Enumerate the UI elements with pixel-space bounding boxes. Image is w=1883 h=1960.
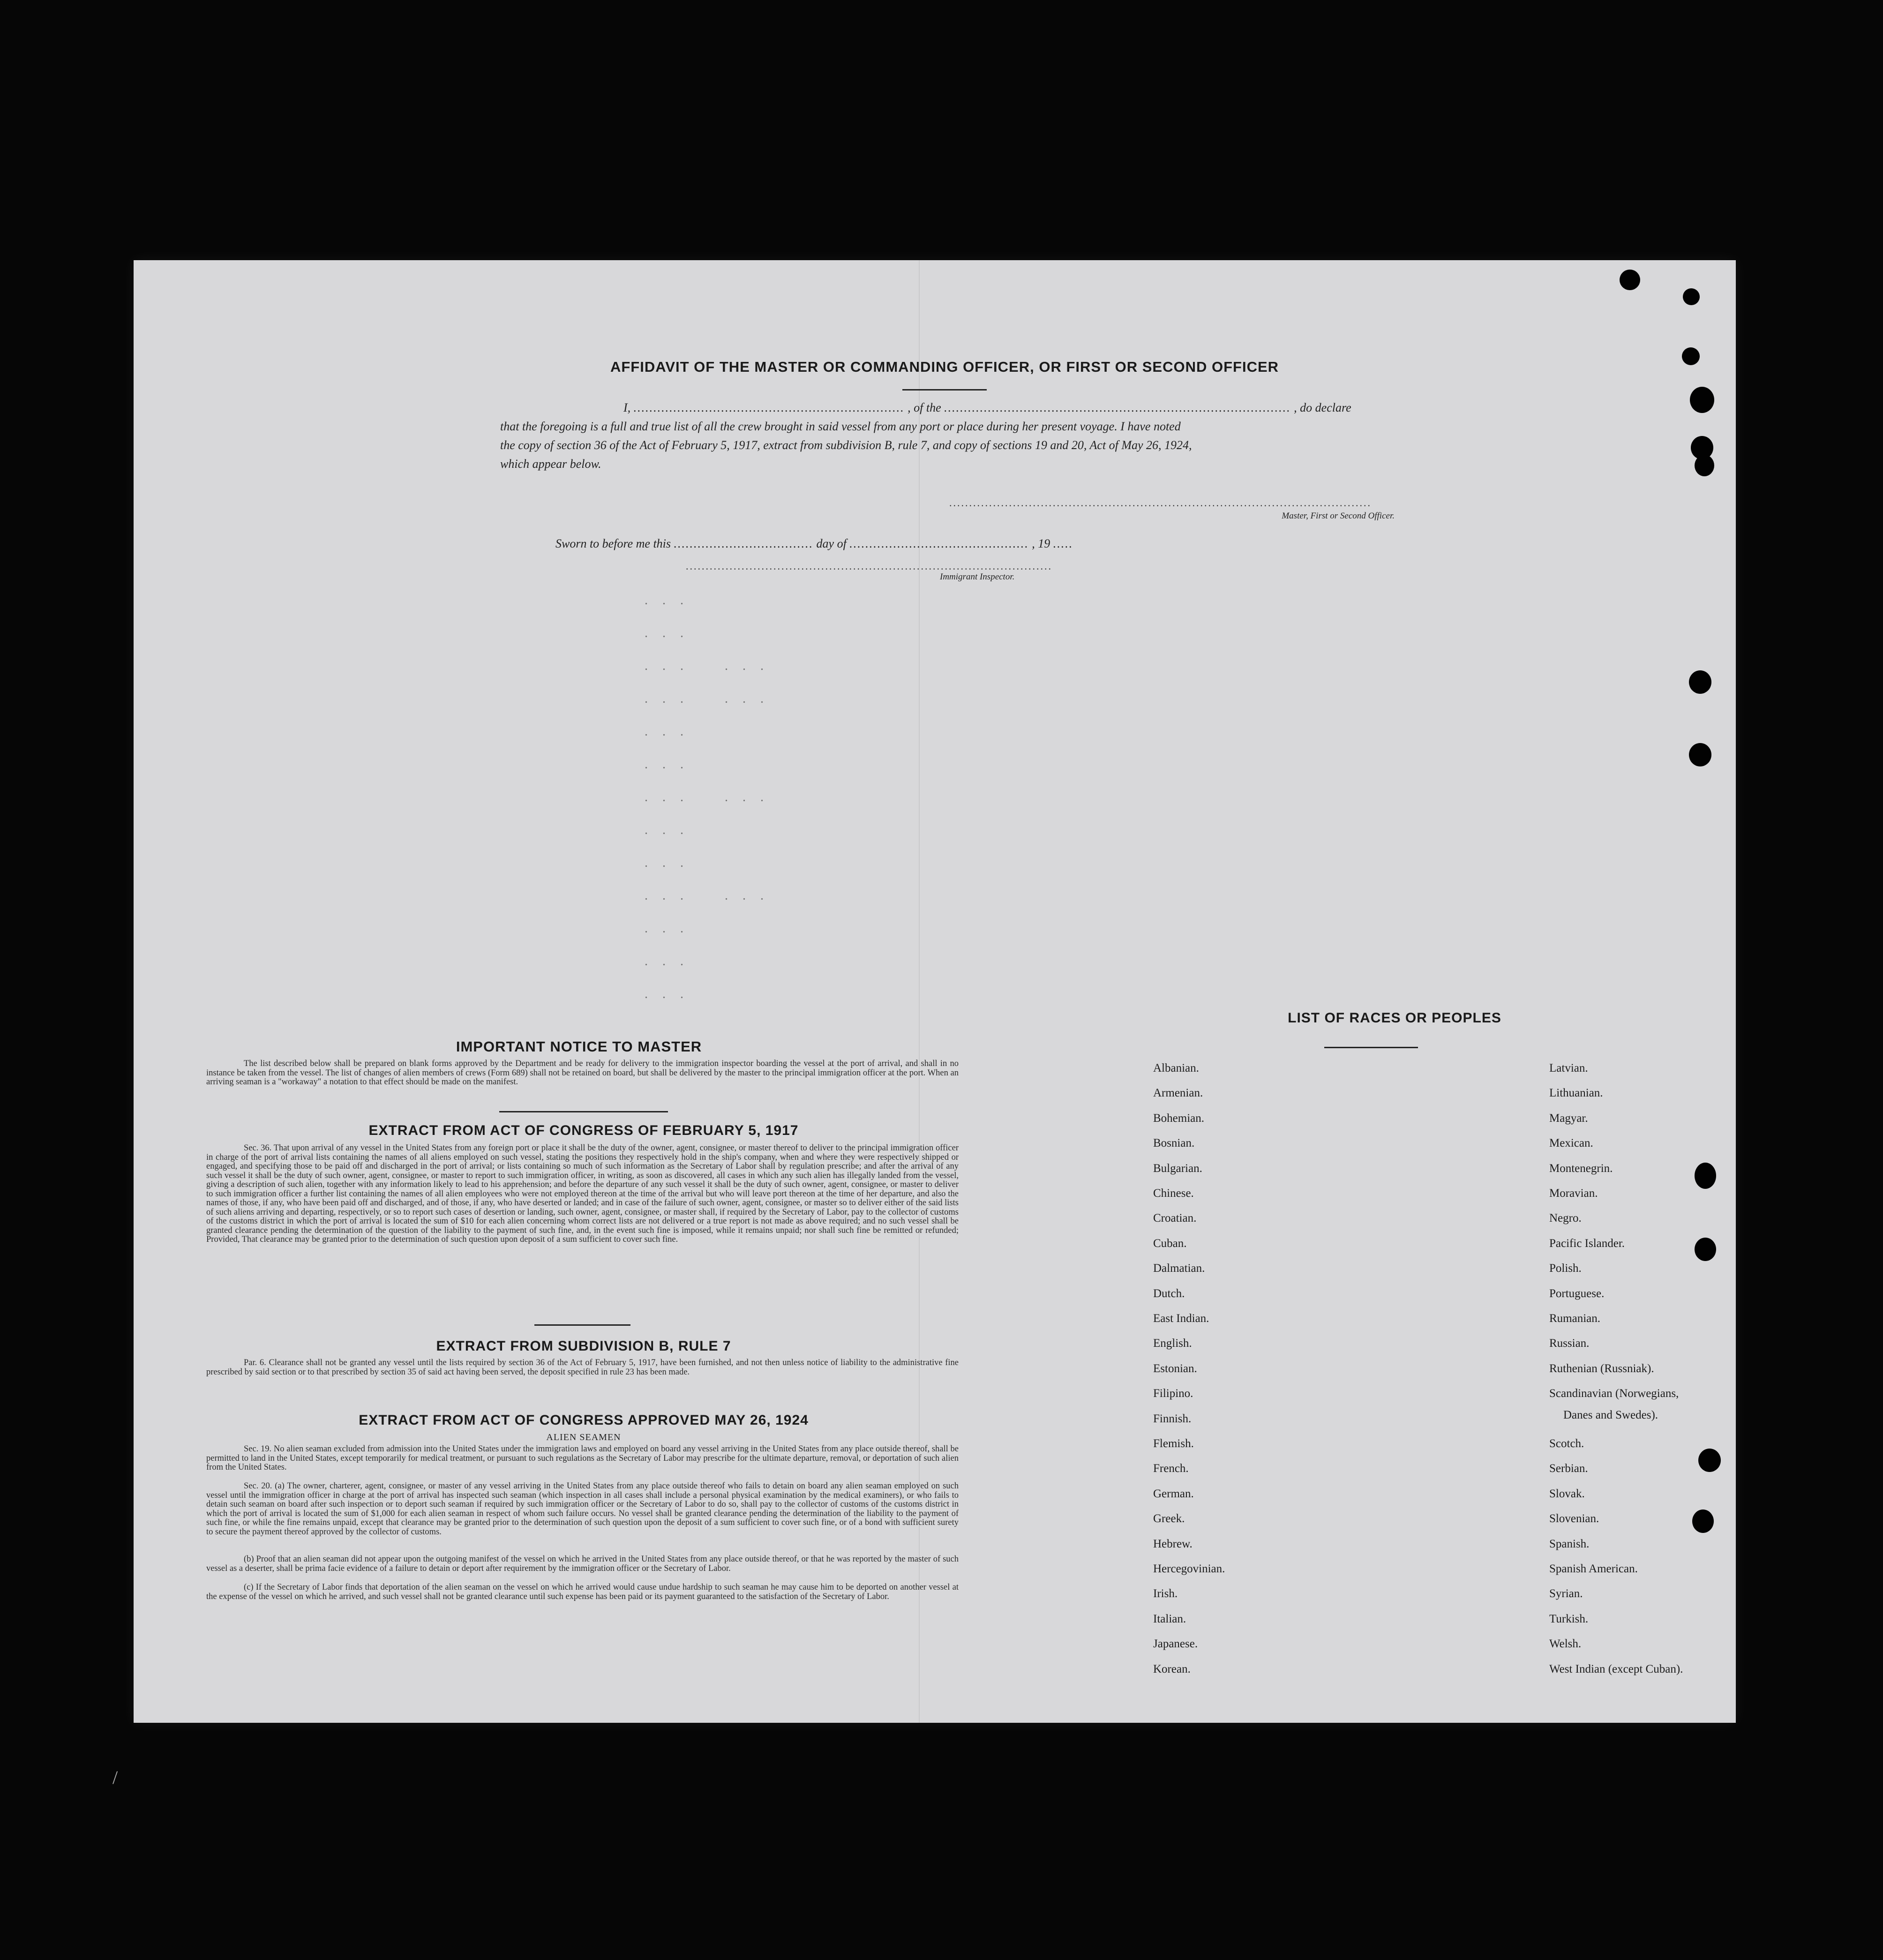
signature-line[interactable]: .......................................................................................................... bbox=[949, 497, 1372, 509]
race-item: Korean. bbox=[1153, 1662, 1191, 1675]
race-item: German. bbox=[1153, 1487, 1194, 1500]
races-title-rule bbox=[1324, 1047, 1418, 1048]
race-item: Filipino. bbox=[1153, 1387, 1193, 1400]
race-item: Lithuanian. bbox=[1549, 1087, 1603, 1100]
notice-title: IMPORTANT NOTICE TO MASTER bbox=[456, 1038, 702, 1055]
race-item: Cuban. bbox=[1153, 1237, 1187, 1250]
race-item: Bohemian. bbox=[1153, 1111, 1205, 1125]
punch-hole bbox=[1695, 1163, 1716, 1189]
punch-hole bbox=[1695, 1238, 1716, 1261]
race-item: Dalmatian. bbox=[1153, 1262, 1205, 1275]
blank-month[interactable]: ............................................. bbox=[849, 537, 1029, 550]
sworn-year-label: , 19 bbox=[1032, 537, 1050, 550]
race-item: Moravian. bbox=[1549, 1187, 1598, 1200]
punch-hole bbox=[1682, 347, 1700, 365]
race-item: Hebrew. bbox=[1153, 1537, 1193, 1550]
bleed-dots: . . . bbox=[645, 593, 689, 608]
punch-hole bbox=[1689, 670, 1711, 694]
affidavit-line-1 bbox=[555, 401, 1526, 415]
race-item: Slovenian. bbox=[1549, 1512, 1599, 1525]
bleed-dots: . . . bbox=[645, 856, 689, 870]
race-item: Greek. bbox=[1153, 1512, 1185, 1525]
extract-1917-rule bbox=[534, 1324, 630, 1326]
race-item: Finnish. bbox=[1153, 1412, 1192, 1425]
race-item: Japanese. bbox=[1153, 1637, 1198, 1651]
race-item: Russian. bbox=[1549, 1337, 1590, 1350]
race-item: Montenegrin. bbox=[1549, 1162, 1613, 1175]
notice-text: The list described below shall be prepared on blank forms approved by the Department and be ready for delivery to the immigration inspector boarding the vessel at the port of arrival, and shall in no instance be taken from the vessel. The list of changes of alien members of crews (Form 689) shall not be retained on board, but shall be delivered by the master to the principal immigration officer at the port. When an arriving seaman is a "workaway" a notation to that effect should be made on the manifest. bbox=[206, 1059, 959, 1087]
inspector-label: Immigrant Inspector. bbox=[940, 572, 1015, 582]
extract-rule7-title: EXTRACT FROM SUBDIVISION B, RULE 7 bbox=[436, 1338, 731, 1354]
race-item: Turkish. bbox=[1549, 1612, 1589, 1625]
blank-year[interactable]: ..... bbox=[1053, 537, 1073, 550]
affidavit-title-rule bbox=[902, 389, 987, 390]
bleed-dots: . . . bbox=[645, 724, 689, 739]
punch-hole bbox=[1683, 288, 1700, 305]
race-item: Chinese. bbox=[1153, 1187, 1194, 1200]
race-item: Rumanian. bbox=[1549, 1312, 1601, 1325]
race-item: Bulgarian. bbox=[1153, 1162, 1202, 1175]
race-item: West Indian (except Cuban). bbox=[1549, 1662, 1683, 1675]
bleed-dots: . . . . . . bbox=[645, 888, 769, 903]
race-item: Scandinavian (Norwegians, bbox=[1549, 1387, 1679, 1400]
race-item: English. bbox=[1153, 1337, 1192, 1350]
race-item: Pacific Islander. bbox=[1549, 1237, 1625, 1250]
sworn-label: Sworn to before me this bbox=[555, 537, 671, 550]
race-item: East Indian. bbox=[1153, 1312, 1209, 1325]
blank-name[interactable]: .................................................................... bbox=[633, 401, 905, 414]
race-item: Latvian. bbox=[1549, 1062, 1588, 1074]
extract-1917-title: EXTRACT FROM ACT OF CONGRESS OF FEBRUARY 5, 1917 bbox=[368, 1123, 799, 1138]
extract-1924-sec19: Sec. 19. No alien seaman excluded from admission into the United States under the immigration laws and employed on board any vessel arriving in the United States from any place outside thereof, shall be permitted to land in the United States, except temporarily for medical treatment, or pursuant to such regulations as the Secretary of Labor may prescribe for the ultimate departure, removal, or deportation of such alien from the United States. bbox=[206, 1444, 959, 1472]
punch-hole bbox=[1695, 455, 1714, 476]
punch-hole bbox=[1692, 1509, 1714, 1533]
punch-hole bbox=[1698, 1449, 1721, 1472]
blank-day[interactable]: ................................... bbox=[674, 537, 814, 550]
bleed-dots: . . . bbox=[645, 626, 689, 640]
punch-hole bbox=[1689, 743, 1711, 766]
race-item: Hercegovinian. bbox=[1153, 1562, 1225, 1575]
bleed-dots: . . . bbox=[645, 987, 689, 1001]
bleed-dots: . . . bbox=[645, 921, 689, 936]
race-item: Ruthenian (Russniak). bbox=[1549, 1362, 1654, 1375]
affidavit-line1-end: , do declare bbox=[1294, 401, 1351, 414]
signature-label: Master, First or Second Officer. bbox=[1282, 511, 1395, 521]
extract-1924-title: EXTRACT FROM ACT OF CONGRESS APPROVED MAY 26, 1924 bbox=[359, 1412, 809, 1428]
affidavit-line1-start: I, bbox=[623, 401, 631, 414]
bleed-dots: . . . . . . bbox=[645, 790, 769, 804]
inspector-line[interactable]: ............................................................................................ bbox=[686, 560, 1052, 572]
race-item: Irish. bbox=[1153, 1587, 1178, 1600]
extract-1924-sec20c: (c) If the Secretary of Labor finds that deportation of the alien seaman on the vessel on which he arrived would cause undue hardship to such seaman he may cause him to be deported on another vessel at the expense of the vessel on which he arrived, and such vessel shall not be granted clearance until such expense has been paid or its payment guaranteed to the satisfaction of the Secretary of Labor. bbox=[206, 1583, 959, 1601]
blank-vessel[interactable]: ....................................................................................... bbox=[944, 401, 1291, 414]
race-item: Mexican. bbox=[1549, 1137, 1593, 1150]
affidavit-title: AFFIDAVIT OF THE MASTER OR COMMANDING OFFICER, OR FIRST OR SECOND OFFICER bbox=[610, 359, 1279, 375]
race-item: Estonian. bbox=[1153, 1362, 1197, 1375]
bleed-dots: . . . bbox=[645, 954, 689, 969]
extract-rule7-text: Par. 6. Clearance shall not be granted any vessel until the lists required by section 36 of the Act of February 5, 1917, have been furnished, and not then unless notice of liability to the administrative fine prescribed by said section or to that prescribed by section 35 of said act having been served, the deposit specified in rule 23 has been made. bbox=[206, 1358, 959, 1377]
extract-1917-text: Sec. 36. That upon arrival of any vessel in the United States from any foreign port or place it shall be the duty of the owner, agent, consignee, or master thereof to deliver to the principal immigration officer in charge of the port of arrival lists containing the names of all aliens employed on such vessel, stating the positions they respectively hold in the ship's company, when and where they were respectively shipped or engaged, and specifying those to be paid off and discharged in the port of arrival; or lists containing so much of such information as the Secretary of Labor shall by regulation prescribe; and after the arrival of any such vessel it shall be the duty of such owner, agent, consignee, or master to report to such immigration officer, in writing, as soon as discovered, all cases in which any such alien has illegally landed from the vessel, giving a description of such alien, together with any information likely to lead to his apprehension; and before the departure of any such vessel it shall be the duty of such owner, agent, consignee, or master to deliver to such immigration officer a further list containing the names of all alien employees who were not employed thereon at the time of the arrival but who will leave port thereon at the time of her departure, and also the names of those, if any, who have been paid off and discharged, and of those, if any, who have deserted or landed; and in case of the failure of such owner, agent, consignee, or master so to deliver either of the said lists of such aliens arriving and departing, respectively, or so to report such cases of desertion or landing, such owner, agent, consignee, or master shall, if required by the Secretary of Labor, pay to the collector of customs of the customs district in which the port of arrival is located the sum of $10 for each alien concerning whom correct lists are not delivered or a true report is not made as above required; and no such vessel shall be granted clearance pending the determination of the question of the liability to the payment of such fine, and, in the event such fine is imposed, while it remains unpaid; nor shall such fine be remitted or refunded; Provided, That clearance may be granted prior to the determination of such question upon deposit of a sum sufficient to cover such fine. bbox=[206, 1143, 959, 1244]
race-item: Negro. bbox=[1549, 1212, 1582, 1225]
race-item: Albanian. bbox=[1153, 1062, 1199, 1074]
extract-1924-sec20a: Sec. 20. (a) The owner, charterer, agent, consignee, or master of any vessel arriving in the United States from any place outside thereof who fails to detain on board any alien seaman employed on such vessel until the immigration officer in charge at the port of arrival has inspected such seaman (which inspection in all cases shall include a personal physical examination by the medical examiners), or who fails to detain such seaman on board after such inspection or to deport such seaman if required by such immigration officer or the Secretary of Labor to do so, shall pay to the collector of customs of the customs district in which the port of arrival is located the sum of $1,000 for each alien seaman in respect of whom such failure occurs. No vessel shall be granted clearance pending the determination of the liability to the payment of such fine, or while the fine remains unpaid, except that clearance may be granted prior to the determination of such question upon the deposit of a sum sufficient to cover such fine, or of a bond with sufficient surety to secure the payment thereof approved by the collector of customs. bbox=[206, 1481, 959, 1537]
races-title: LIST OF RACES OR PEOPLES bbox=[1288, 1010, 1501, 1026]
race-item: Spanish American. bbox=[1549, 1562, 1638, 1575]
race-item: French. bbox=[1153, 1462, 1189, 1475]
race-item: Syrian. bbox=[1549, 1587, 1583, 1600]
bleed-dots: . . . . . . bbox=[645, 691, 769, 706]
race-item-scandinavian-cont: Danes and Swedes). bbox=[1563, 1409, 1658, 1421]
bleed-dots: . . . . . . bbox=[645, 659, 769, 673]
affidavit-line-3: the copy of section 36 of the Act of February 5, 1917, extract from subdivision B, rule 7, and copy of sections 19 and 20, Act of May 26, 1924, bbox=[500, 438, 1192, 452]
race-item: Armenian. bbox=[1153, 1087, 1203, 1100]
bleed-dots: . . . bbox=[645, 823, 689, 837]
bleed-dots: . . . bbox=[645, 757, 689, 772]
race-item: Welsh. bbox=[1549, 1637, 1582, 1651]
race-item: Flemish. bbox=[1153, 1437, 1194, 1450]
punch-hole bbox=[1690, 387, 1714, 413]
notice-rule bbox=[499, 1111, 668, 1112]
race-item: Magyar. bbox=[1549, 1111, 1588, 1125]
race-item: Serbian. bbox=[1549, 1462, 1588, 1475]
affidavit-line1-mid: , of the bbox=[908, 401, 941, 414]
extract-1924-sec20b: (b) Proof that an alien seaman did not appear upon the outgoing manifest of the vessel on which he arrived in the United States from any place outside thereof, or that he was reported by the master of such vessel as a deserter, shall be prima facie evidence of a failure to detain or deport after requirement by the immigration officer or the Secretary of Labor. bbox=[206, 1554, 959, 1573]
affidavit-line-4: which appear below. bbox=[500, 457, 601, 471]
document-page bbox=[134, 260, 1736, 1723]
race-item: Dutch. bbox=[1153, 1287, 1185, 1300]
extract-1924-subtitle: ALIEN SEAMEN bbox=[546, 1432, 621, 1442]
affidavit-line-2: that the foregoing is a full and true list of all the crew brought in said vessel from any port or place during her present voyage. I have noted bbox=[500, 420, 1181, 433]
film-mark: / bbox=[113, 1767, 118, 1788]
sworn-day-label: day of bbox=[816, 537, 847, 550]
race-item: Croatian. bbox=[1153, 1212, 1197, 1225]
race-item: Polish. bbox=[1549, 1262, 1582, 1275]
race-item: Scotch. bbox=[1549, 1437, 1584, 1450]
race-item: Italian. bbox=[1153, 1612, 1186, 1625]
race-item: Slovak. bbox=[1549, 1487, 1585, 1500]
race-item: Spanish. bbox=[1549, 1537, 1590, 1550]
race-item: Portuguese. bbox=[1549, 1287, 1605, 1300]
punch-hole bbox=[1620, 270, 1640, 290]
race-item: Bosnian. bbox=[1153, 1137, 1195, 1150]
sworn-line bbox=[555, 537, 1259, 551]
